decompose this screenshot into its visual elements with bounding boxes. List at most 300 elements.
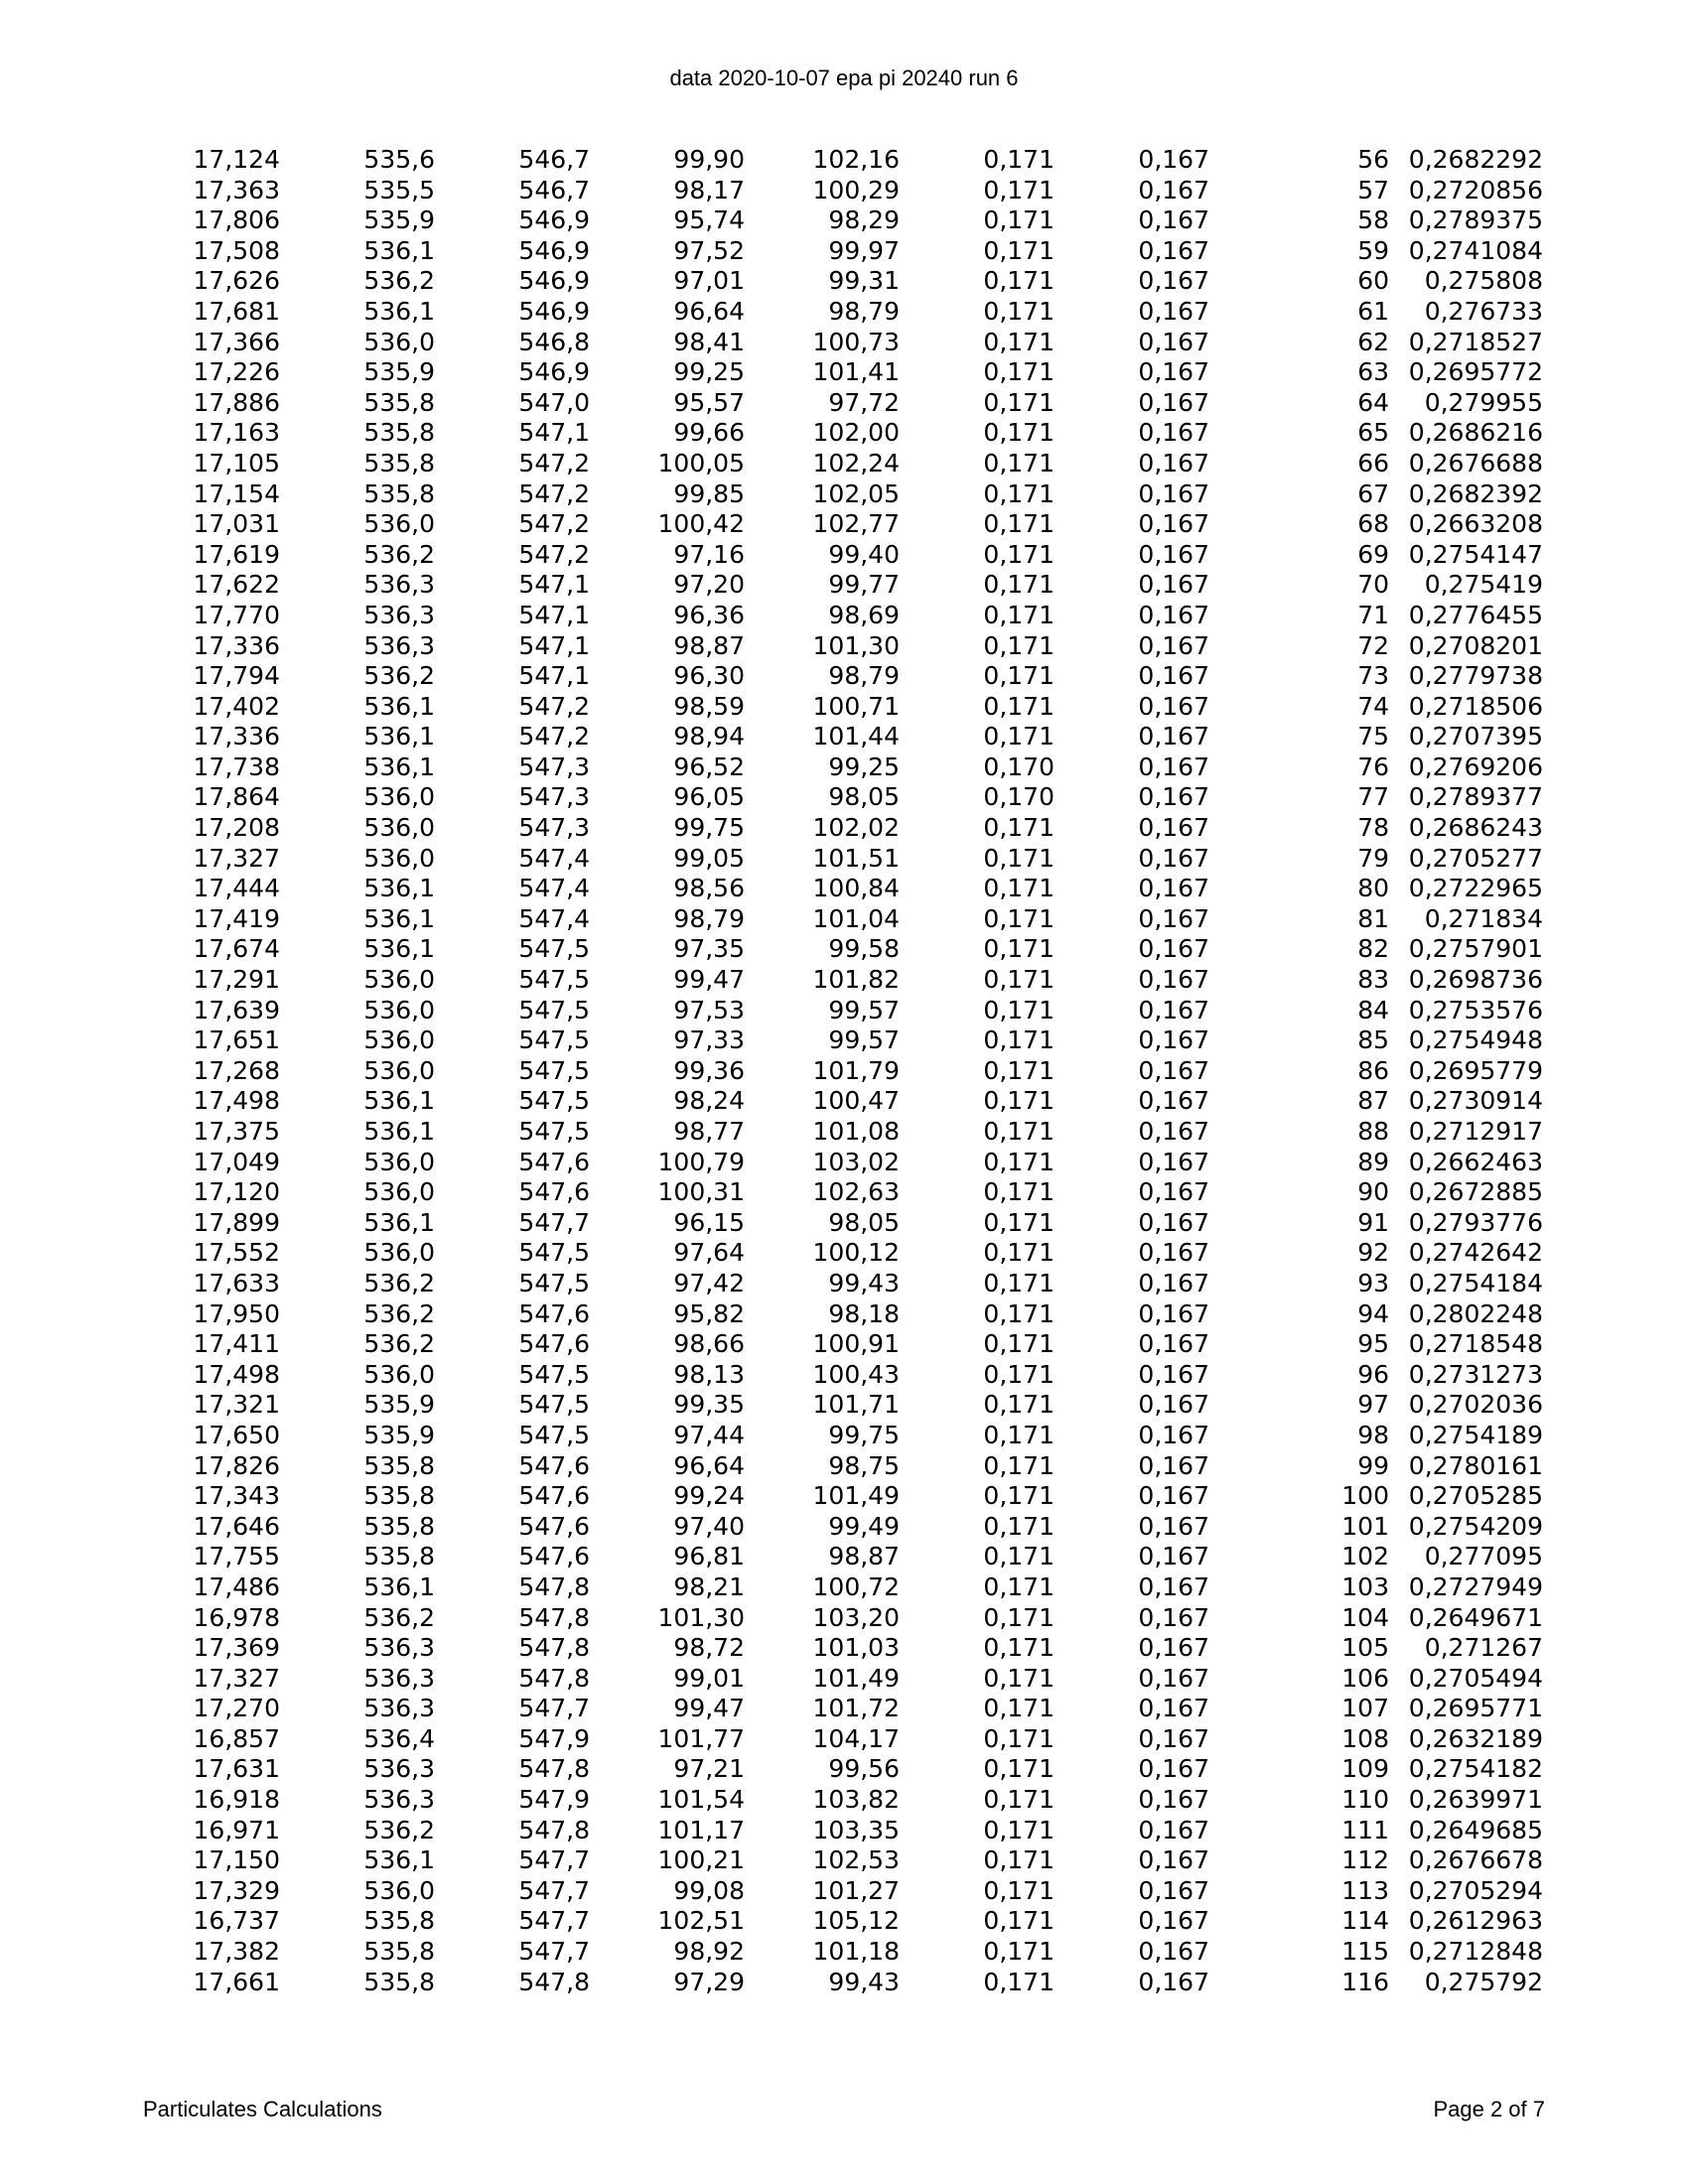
table-cell: 17,411 bbox=[193, 1329, 280, 1359]
table-cell: 0,2702036 bbox=[1408, 1390, 1543, 1420]
table-row bbox=[0, 1512, 1543, 1543]
table-cell: 17,163 bbox=[193, 418, 280, 448]
table-cell: 0,167 bbox=[1138, 1086, 1209, 1116]
table-row bbox=[0, 297, 1543, 328]
table-cell: 0,2757901 bbox=[1408, 934, 1543, 964]
table-row bbox=[0, 266, 1543, 297]
table-cell: 0,171 bbox=[983, 1875, 1055, 1905]
table-cell: 17,770 bbox=[193, 600, 280, 629]
table-cell: 0,2686216 bbox=[1408, 418, 1543, 448]
table-cell: 0,167 bbox=[1138, 782, 1209, 812]
table-cell: 97,16 bbox=[673, 539, 745, 569]
table-cell: 0,2789375 bbox=[1408, 205, 1543, 235]
table-cell: 96,05 bbox=[673, 782, 745, 812]
table-cell: 0,271267 bbox=[1424, 1633, 1543, 1663]
table-row bbox=[0, 1633, 1543, 1664]
table-cell: 105 bbox=[1341, 1633, 1389, 1663]
table-cell: 99,56 bbox=[828, 1754, 900, 1784]
table-cell: 0,276733 bbox=[1424, 296, 1543, 326]
table-cell: 100,43 bbox=[812, 1359, 900, 1389]
table-cell: 17,375 bbox=[193, 1117, 280, 1146]
table-cell: 89 bbox=[1357, 1147, 1389, 1176]
table-cell: 0,171 bbox=[983, 1147, 1055, 1176]
table-cell: 0,171 bbox=[983, 387, 1055, 417]
table-cell: 94 bbox=[1357, 1298, 1389, 1328]
table-cell: 100,42 bbox=[657, 509, 745, 539]
table-cell: 547,5 bbox=[518, 934, 590, 964]
table-cell: 0,167 bbox=[1138, 1450, 1209, 1480]
table-cell: 0,167 bbox=[1138, 995, 1209, 1024]
table-cell: 0,2789377 bbox=[1408, 782, 1543, 812]
table-cell: 17,031 bbox=[193, 509, 280, 539]
table-cell: 547,1 bbox=[518, 630, 590, 660]
table-row bbox=[0, 601, 1543, 631]
table-cell: 0,2753576 bbox=[1408, 995, 1543, 1024]
table-cell: 536,1 bbox=[363, 1845, 435, 1875]
table-cell: 17,444 bbox=[193, 874, 280, 903]
table-cell: 547,8 bbox=[518, 1815, 590, 1844]
table-cell: 536,3 bbox=[363, 1663, 435, 1693]
table-cell: 97,01 bbox=[673, 266, 745, 296]
table-cell: 99,05 bbox=[673, 843, 745, 873]
table-cell: 0,275419 bbox=[1424, 570, 1543, 600]
table-cell: 547,6 bbox=[518, 1481, 590, 1511]
table-row bbox=[0, 1724, 1543, 1755]
table-cell: 547,7 bbox=[518, 1906, 590, 1936]
table-cell: 17,886 bbox=[193, 387, 280, 417]
table-cell: 546,9 bbox=[518, 266, 590, 296]
table-cell: 536,2 bbox=[363, 1268, 435, 1297]
table-cell: 547,8 bbox=[518, 1571, 590, 1601]
table-row bbox=[0, 205, 1543, 236]
table-cell: 0,167 bbox=[1138, 630, 1209, 660]
table-cell: 0,167 bbox=[1138, 934, 1209, 964]
table-cell: 99,47 bbox=[673, 965, 745, 995]
table-cell: 102,24 bbox=[812, 448, 900, 478]
table-cell: 0,167 bbox=[1138, 813, 1209, 843]
table-cell: 17,402 bbox=[193, 691, 280, 721]
table-cell: 97,21 bbox=[673, 1754, 745, 1784]
table-cell: 536,2 bbox=[363, 266, 435, 296]
table-cell: 0,2718527 bbox=[1408, 327, 1543, 356]
table-cell: 79 bbox=[1357, 843, 1389, 873]
table-cell: 547,5 bbox=[518, 1268, 590, 1297]
table-cell: 0,2769206 bbox=[1408, 751, 1543, 781]
table-cell: 547,2 bbox=[518, 478, 590, 508]
table-cell: 96,15 bbox=[673, 1207, 745, 1237]
table-cell: 547,5 bbox=[518, 1117, 590, 1146]
table-cell: 536,1 bbox=[363, 874, 435, 903]
table-row bbox=[0, 752, 1543, 783]
table-cell: 547,1 bbox=[518, 600, 590, 629]
table-row bbox=[0, 996, 1543, 1026]
table-cell: 547,8 bbox=[518, 1967, 590, 1996]
table-cell: 0,171 bbox=[983, 296, 1055, 326]
table-row bbox=[0, 1968, 1543, 1998]
table-cell: 0,171 bbox=[983, 1571, 1055, 1601]
table-cell: 100,91 bbox=[812, 1329, 900, 1359]
table-row bbox=[0, 479, 1543, 510]
table-cell: 536,2 bbox=[363, 539, 435, 569]
table-cell: 0,171 bbox=[983, 1450, 1055, 1480]
table-cell: 73 bbox=[1357, 661, 1389, 691]
table-cell: 536,0 bbox=[363, 1177, 435, 1207]
table-cell: 547,1 bbox=[518, 418, 590, 448]
table-cell: 0,171 bbox=[983, 1086, 1055, 1116]
table-cell: 0,2682292 bbox=[1408, 145, 1543, 174]
table-cell: 536,3 bbox=[363, 1754, 435, 1784]
table-cell: 91 bbox=[1357, 1207, 1389, 1237]
table-cell: 0,167 bbox=[1138, 1511, 1209, 1541]
table-cell: 17,646 bbox=[193, 1511, 280, 1541]
table-cell: 96 bbox=[1357, 1359, 1389, 1389]
table-cell: 0,2720856 bbox=[1408, 175, 1543, 205]
table-cell: 67 bbox=[1357, 478, 1389, 508]
table-cell: 0,171 bbox=[983, 1329, 1055, 1359]
table-cell: 65 bbox=[1357, 418, 1389, 448]
table-cell: 102,77 bbox=[812, 509, 900, 539]
table-cell: 101,79 bbox=[812, 1055, 900, 1085]
table-cell: 17,270 bbox=[193, 1694, 280, 1723]
table-cell: 95,82 bbox=[673, 1298, 745, 1328]
table-cell: 0,171 bbox=[983, 722, 1055, 751]
table-cell: 0,171 bbox=[983, 509, 1055, 539]
table-cell: 97 bbox=[1357, 1390, 1389, 1420]
data-table bbox=[0, 145, 1543, 1997]
table-cell: 0,167 bbox=[1138, 448, 1209, 478]
table-cell: 97,42 bbox=[673, 1268, 745, 1297]
table-cell: 0,171 bbox=[983, 327, 1055, 356]
table-cell: 99,97 bbox=[828, 235, 900, 265]
table-cell: 104 bbox=[1341, 1602, 1389, 1632]
table-cell: 99,66 bbox=[673, 418, 745, 448]
table-cell: 536,1 bbox=[363, 1571, 435, 1601]
table-cell: 547,2 bbox=[518, 539, 590, 569]
table-cell: 0,2727949 bbox=[1408, 1571, 1543, 1601]
table-row bbox=[0, 1329, 1543, 1360]
table-cell: 536,2 bbox=[363, 1298, 435, 1328]
table-cell: 536,0 bbox=[363, 995, 435, 1024]
table-cell: 98,13 bbox=[673, 1359, 745, 1389]
table-cell: 0,2662463 bbox=[1408, 1147, 1543, 1176]
table-cell: 547,5 bbox=[518, 1238, 590, 1268]
table-cell: 0,171 bbox=[983, 1390, 1055, 1420]
table-cell: 0,2754209 bbox=[1408, 1511, 1543, 1541]
table-cell: 0,167 bbox=[1138, 1967, 1209, 1996]
table-cell: 17,755 bbox=[193, 1542, 280, 1571]
table-cell: 85 bbox=[1357, 1025, 1389, 1055]
table-cell: 97,29 bbox=[673, 1967, 745, 1996]
table-cell: 17,321 bbox=[193, 1390, 280, 1420]
table-row bbox=[0, 1754, 1543, 1785]
table-cell: 535,8 bbox=[363, 418, 435, 448]
table-cell: 0,275792 bbox=[1424, 1967, 1543, 1996]
table-cell: 101,44 bbox=[812, 722, 900, 751]
table-cell: 0,171 bbox=[983, 448, 1055, 478]
table-cell: 56 bbox=[1357, 145, 1389, 174]
table-cell: 17,150 bbox=[193, 1845, 280, 1875]
table-cell: 0,167 bbox=[1138, 1571, 1209, 1601]
table-row bbox=[0, 1937, 1543, 1968]
table-cell: 0,167 bbox=[1138, 1238, 1209, 1268]
table-cell: 100,72 bbox=[812, 1571, 900, 1601]
table-cell: 16,971 bbox=[193, 1815, 280, 1844]
table-cell: 0,2639971 bbox=[1408, 1785, 1543, 1815]
table-cell: 0,2742642 bbox=[1408, 1238, 1543, 1268]
table-cell: 97,64 bbox=[673, 1238, 745, 1268]
table-cell: 0,171 bbox=[983, 1359, 1055, 1389]
table-cell: 0,171 bbox=[983, 874, 1055, 903]
table-cell: 0,171 bbox=[983, 145, 1055, 174]
table-cell: 17,329 bbox=[193, 1875, 280, 1905]
table-cell: 101,49 bbox=[812, 1663, 900, 1693]
table-cell: 77 bbox=[1357, 782, 1389, 812]
table-cell: 71 bbox=[1357, 600, 1389, 629]
table-cell: 547,7 bbox=[518, 1875, 590, 1905]
table-cell: 546,9 bbox=[518, 235, 590, 265]
table-cell: 0,171 bbox=[983, 630, 1055, 660]
table-cell: 98,05 bbox=[828, 1207, 900, 1237]
table-cell: 99,01 bbox=[673, 1663, 745, 1693]
table-cell: 536,2 bbox=[363, 1815, 435, 1844]
table-cell: 536,1 bbox=[363, 296, 435, 326]
table-cell: 0,167 bbox=[1138, 1147, 1209, 1176]
table-cell: 547,5 bbox=[518, 1055, 590, 1085]
table-cell: 17,650 bbox=[193, 1420, 280, 1449]
table-cell: 103,35 bbox=[812, 1815, 900, 1844]
table-cell: 547,5 bbox=[518, 1086, 590, 1116]
table-cell: 99,47 bbox=[673, 1694, 745, 1723]
table-cell: 103,82 bbox=[812, 1785, 900, 1815]
table-cell: 547,6 bbox=[518, 1298, 590, 1328]
table-cell: 96,36 bbox=[673, 600, 745, 629]
table-cell: 99,49 bbox=[828, 1511, 900, 1541]
table-cell: 0,171 bbox=[983, 1967, 1055, 1996]
table-cell: 0,2776455 bbox=[1408, 600, 1543, 629]
table-cell: 0,171 bbox=[983, 1723, 1055, 1753]
table-cell: 101,51 bbox=[812, 843, 900, 873]
table-cell: 0,171 bbox=[983, 1420, 1055, 1449]
table-row bbox=[0, 1481, 1543, 1512]
table-cell: 536,0 bbox=[363, 327, 435, 356]
table-cell: 96,81 bbox=[673, 1542, 745, 1571]
table-cell: 0,167 bbox=[1138, 1329, 1209, 1359]
table-cell: 547,5 bbox=[518, 995, 590, 1024]
table-cell: 105,12 bbox=[812, 1906, 900, 1936]
table-row bbox=[0, 1117, 1543, 1148]
table-cell: 88 bbox=[1357, 1117, 1389, 1146]
table-cell: 102,16 bbox=[812, 145, 900, 174]
table-cell: 17,327 bbox=[193, 1663, 280, 1693]
table-cell: 536,0 bbox=[363, 813, 435, 843]
table-row bbox=[0, 570, 1543, 601]
table-cell: 0,171 bbox=[983, 357, 1055, 387]
table-cell: 17,651 bbox=[193, 1025, 280, 1055]
table-cell: 98,79 bbox=[828, 296, 900, 326]
table-cell: 17,327 bbox=[193, 843, 280, 873]
table-cell: 101,71 bbox=[812, 1390, 900, 1420]
table-cell: 83 bbox=[1357, 965, 1389, 995]
table-cell: 536,3 bbox=[363, 1785, 435, 1815]
table-row bbox=[0, 1025, 1543, 1056]
table-cell: 100,47 bbox=[812, 1086, 900, 1116]
table-cell: 98,92 bbox=[673, 1937, 745, 1967]
table-row bbox=[0, 813, 1543, 844]
table-row bbox=[0, 509, 1543, 540]
table-cell: 536,1 bbox=[363, 934, 435, 964]
table-row bbox=[0, 1451, 1543, 1482]
table-cell: 17,806 bbox=[193, 205, 280, 235]
table-cell: 0,2632189 bbox=[1408, 1723, 1543, 1753]
table-cell: 86 bbox=[1357, 1055, 1389, 1085]
table-cell: 0,2698736 bbox=[1408, 965, 1543, 995]
table-cell: 59 bbox=[1357, 235, 1389, 265]
table-cell: 547,5 bbox=[518, 1390, 590, 1420]
table-cell: 547,5 bbox=[518, 1025, 590, 1055]
table-cell: 0,170 bbox=[983, 782, 1055, 812]
table-cell: 0,171 bbox=[983, 1906, 1055, 1936]
table-cell: 17,950 bbox=[193, 1298, 280, 1328]
table-cell: 17,738 bbox=[193, 751, 280, 781]
table-cell: 0,171 bbox=[983, 995, 1055, 1024]
table-cell: 535,9 bbox=[363, 357, 435, 387]
table-row bbox=[0, 1208, 1543, 1239]
table-row bbox=[0, 1845, 1543, 1876]
table-cell: 0,167 bbox=[1138, 1268, 1209, 1297]
table-cell: 69 bbox=[1357, 539, 1389, 569]
table-cell: 535,8 bbox=[363, 448, 435, 478]
table-cell: 536,1 bbox=[363, 751, 435, 781]
table-cell: 0,2730914 bbox=[1408, 1086, 1543, 1116]
table-cell: 0,167 bbox=[1138, 1845, 1209, 1875]
table-cell: 99,31 bbox=[828, 266, 900, 296]
table-cell: 0,2712848 bbox=[1408, 1937, 1543, 1967]
table-cell: 98,87 bbox=[673, 630, 745, 660]
table-cell: 547,7 bbox=[518, 1937, 590, 1967]
table-cell: 98,05 bbox=[828, 782, 900, 812]
table-cell: 0,2754948 bbox=[1408, 1025, 1543, 1055]
table-cell: 0,2707395 bbox=[1408, 722, 1543, 751]
table-cell: 17,864 bbox=[193, 782, 280, 812]
table-cell: 0,171 bbox=[983, 1238, 1055, 1268]
table-cell: 535,6 bbox=[363, 145, 435, 174]
table-cell: 116 bbox=[1341, 1967, 1389, 1996]
table-cell: 536,0 bbox=[363, 782, 435, 812]
table-row bbox=[0, 1269, 1543, 1299]
table-row bbox=[0, 1603, 1543, 1634]
table-cell: 0,275808 bbox=[1424, 266, 1543, 296]
table-cell: 101,27 bbox=[812, 1875, 900, 1905]
table-cell: 536,0 bbox=[363, 1025, 435, 1055]
table-cell: 546,8 bbox=[518, 327, 590, 356]
table-cell: 102,05 bbox=[812, 478, 900, 508]
table-row bbox=[0, 934, 1543, 965]
table-cell: 0,167 bbox=[1138, 1785, 1209, 1815]
table-cell: 0,170 bbox=[983, 751, 1055, 781]
table-cell: 98,77 bbox=[673, 1117, 745, 1146]
table-cell: 17,336 bbox=[193, 722, 280, 751]
table-cell: 0,171 bbox=[983, 478, 1055, 508]
table-cell: 536,1 bbox=[363, 1086, 435, 1116]
table-cell: 536,3 bbox=[363, 570, 435, 600]
table-cell: 100,79 bbox=[657, 1147, 745, 1176]
footer-document-title: Particulates Calculations bbox=[143, 2097, 382, 2121]
table-cell: 547,6 bbox=[518, 1542, 590, 1571]
table-row bbox=[0, 328, 1543, 358]
table-cell: 99,43 bbox=[828, 1268, 900, 1297]
table-cell: 547,9 bbox=[518, 1785, 590, 1815]
table-cell: 16,737 bbox=[193, 1906, 280, 1936]
table-cell: 99,08 bbox=[673, 1875, 745, 1905]
table-cell: 97,72 bbox=[828, 387, 900, 417]
table-cell: 0,167 bbox=[1138, 387, 1209, 417]
table-cell: 17,486 bbox=[193, 1571, 280, 1601]
table-cell: 536,1 bbox=[363, 1207, 435, 1237]
table-cell: 98,75 bbox=[828, 1450, 900, 1480]
table-row bbox=[0, 1360, 1543, 1391]
table-row bbox=[0, 1906, 1543, 1937]
table-cell: 17,626 bbox=[193, 266, 280, 296]
table-cell: 111 bbox=[1341, 1815, 1389, 1844]
table-cell: 0,167 bbox=[1138, 1025, 1209, 1055]
table-cell: 0,2793776 bbox=[1408, 1207, 1543, 1237]
table-cell: 66 bbox=[1357, 448, 1389, 478]
table-cell: 17,633 bbox=[193, 1268, 280, 1297]
table-cell: 0,167 bbox=[1138, 1723, 1209, 1753]
table-cell: 0,171 bbox=[983, 1511, 1055, 1541]
table-cell: 0,2754189 bbox=[1408, 1420, 1543, 1449]
table-cell: 92 bbox=[1357, 1238, 1389, 1268]
table-cell: 536,0 bbox=[363, 1055, 435, 1085]
table-cell: 535,5 bbox=[363, 175, 435, 205]
table-row bbox=[0, 1148, 1543, 1178]
table-cell: 99,25 bbox=[828, 751, 900, 781]
table-cell: 547,7 bbox=[518, 1845, 590, 1875]
table-cell: 536,0 bbox=[363, 1875, 435, 1905]
table-cell: 0,167 bbox=[1138, 661, 1209, 691]
table-cell: 547,6 bbox=[518, 1177, 590, 1207]
table-cell: 536,0 bbox=[363, 1359, 435, 1389]
table-cell: 0,167 bbox=[1138, 175, 1209, 205]
table-cell: 17,124 bbox=[193, 145, 280, 174]
table-cell: 547,5 bbox=[518, 1420, 590, 1449]
table-cell: 0,167 bbox=[1138, 570, 1209, 600]
table-cell: 536,1 bbox=[363, 903, 435, 933]
table-cell: 547,7 bbox=[518, 1207, 590, 1237]
table-cell: 0,2705294 bbox=[1408, 1875, 1543, 1905]
table-cell: 100,21 bbox=[657, 1845, 745, 1875]
table-cell: 0,2754184 bbox=[1408, 1268, 1543, 1297]
table-cell: 547,5 bbox=[518, 965, 590, 995]
table-cell: 110 bbox=[1341, 1785, 1389, 1815]
page-header-title: data 2020-10-07 epa pi 20240 run 6 bbox=[669, 66, 1019, 90]
table-cell: 17,826 bbox=[193, 1450, 280, 1480]
table-cell: 0,171 bbox=[983, 1754, 1055, 1784]
table-cell: 76 bbox=[1357, 751, 1389, 781]
table-cell: 99,75 bbox=[673, 813, 745, 843]
table-cell: 547,3 bbox=[518, 813, 590, 843]
table-row bbox=[0, 1816, 1543, 1846]
table-cell: 101,30 bbox=[657, 1602, 745, 1632]
table-cell: 0,2695779 bbox=[1408, 1055, 1543, 1085]
table-cell: 98,56 bbox=[673, 874, 745, 903]
table-cell: 112 bbox=[1341, 1845, 1389, 1875]
table-cell: 0,2676688 bbox=[1408, 448, 1543, 478]
table-cell: 101,77 bbox=[657, 1723, 745, 1753]
table-cell: 17,369 bbox=[193, 1633, 280, 1663]
table-cell: 547,2 bbox=[518, 691, 590, 721]
table-cell: 98 bbox=[1357, 1420, 1389, 1449]
